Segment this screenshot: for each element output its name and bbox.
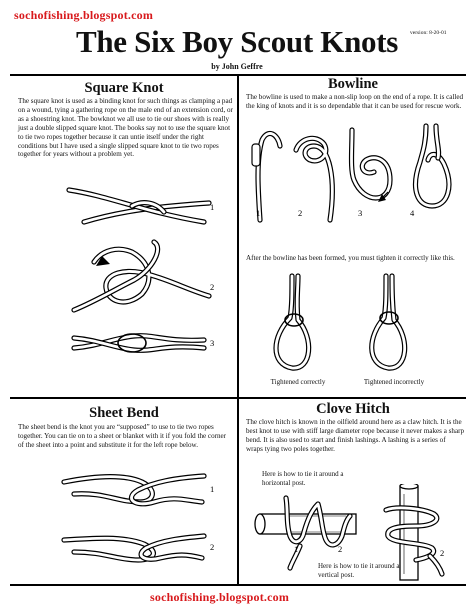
- bowline-label-2: 2: [298, 208, 303, 218]
- clove-hitch-vertical-caption: Here is how to tie it around a vertical post.: [318, 562, 400, 579]
- bowline-heading: Bowline: [328, 76, 378, 92]
- bowline-label-3: 3: [358, 208, 363, 218]
- bowline-steps-illustration: [240, 120, 466, 232]
- sheet-bend-step-1: [64, 476, 204, 504]
- sheet-bend-step-2: [64, 536, 204, 560]
- square-knot-label-2: 2: [210, 282, 215, 292]
- center-rule: [237, 74, 239, 584]
- clove-hitch-label-1: 1: [294, 544, 299, 554]
- square-knot-step-3: [74, 334, 204, 352]
- bowline-label-4: 4: [410, 208, 415, 218]
- square-knot-label-1: 1: [210, 202, 215, 212]
- bowline-caption-incorrect: Tightened incorrectly: [363, 378, 425, 386]
- bowline-tighten-note: After the bowline has been formed, you must tighten it correctly like this.: [246, 254, 455, 262]
- bowline-tightened-incorrect: [372, 276, 405, 368]
- bowline-step-4: [416, 126, 449, 206]
- page-title: The Six Boy Scout Knots: [75, 24, 399, 59]
- version-label: version: 8-20-01: [410, 30, 447, 36]
- bowline-tightened-correct: [276, 276, 309, 368]
- sheet-bend-illustration: [14, 462, 236, 580]
- bowline-step-3: [352, 130, 391, 202]
- square-knot-text: The square knot is used as a binding knot for such things as clamping a pad on a wound, tying a gathering rope on the male end of an extension cord, or as a shoestring knot. The bowknot we all use to tie our shoes with is really just a double slipped square knot. The books say not to use the square knot to tie two ropes together because it can untie itself under the right conditions but I have used a single slipped square knot to tie two ropes together for years without a problem yet.: [18, 97, 233, 159]
- clove-hitch-horizontal-caption: Here is how to tie it around a horizontal post.: [262, 470, 344, 487]
- watermark-bottom: sochofishing.blogspot.com: [150, 590, 290, 604]
- bottom-rule: [10, 584, 466, 586]
- clove-hitch-vertical-label-2: 2: [440, 548, 445, 558]
- clove-hitch-text: The clove hitch is known in the oilfield around here as a claw hitch. It is the best knot to use with stiff large diameter rope because it never makes a sharp bend. It is also used to start and finish lashings. A lashing is a series of wraps tying two poles together.: [246, 418, 464, 453]
- square-knot-step-2: [74, 242, 209, 310]
- author-byline: by John Geffre: [211, 62, 263, 71]
- watermark-top: sochofishing.blogspot.com: [14, 8, 154, 22]
- clove-hitch-label-2: 2: [338, 544, 343, 554]
- bowline-text: The bowline is used to make a non-slip loop on the end of a rope. It is called the king of knots and it is so dependable that it can be used for rescue work.: [246, 93, 464, 110]
- square-knot-heading: Square Knot: [84, 80, 164, 96]
- sheet-bend-label-1: 1: [210, 484, 215, 494]
- sheet-bend-text: The sheet bend is the knot you are “supposed” to use to tie two ropes together. You can tie on to a sheet or blanket with it if you fold the corner of the sheet into a point and substitute it for the left rope below.: [18, 423, 227, 449]
- clove-hitch-horizontal-post: [255, 498, 356, 568]
- sheet-bend-heading: Sheet Bend: [89, 405, 159, 421]
- square-knot-illustration: [14, 170, 236, 395]
- bowline-caption-correct: Tightened correctly: [270, 378, 326, 386]
- clove-hitch-heading: Clove Hitch: [316, 401, 390, 417]
- bowline-tightened-illustration: [240, 272, 466, 376]
- square-knot-label-3: 3: [210, 338, 215, 348]
- bowline-label-1: 1: [256, 208, 261, 218]
- middle-rule: [10, 397, 466, 399]
- sheet-bend-label-2: 2: [210, 542, 215, 552]
- square-knot-step-1: [69, 190, 209, 222]
